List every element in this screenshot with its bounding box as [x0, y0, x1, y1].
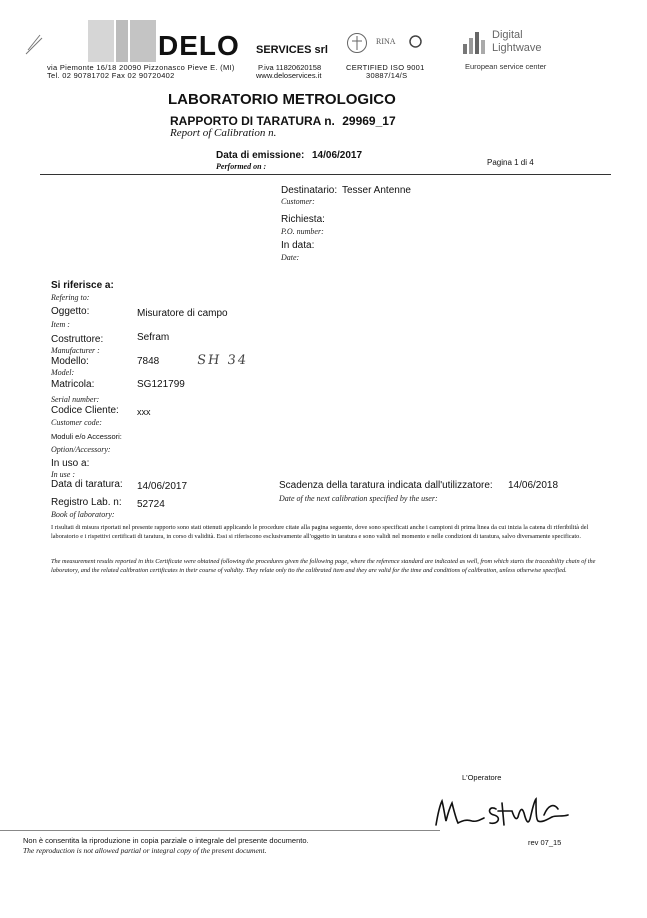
partner-name-line-1: Digital: [492, 29, 523, 41]
issue-date-label-en: Performed on :: [216, 162, 267, 171]
logo-bar: [88, 20, 114, 62]
company-name: DELO: [158, 30, 240, 61]
partner-name-line-2: Lightwave: [492, 42, 542, 54]
accessories-label-en: Option/Accessory:: [51, 445, 111, 454]
divider-bottom: [0, 830, 440, 831]
operator-signature: [432, 791, 582, 835]
due-date-label-en: Date of the next calibration specified by the user:: [279, 494, 438, 503]
reproduction-notice: Non è consentita la riproduzione in copia parziale o integrale del presente documento.: [23, 836, 309, 845]
request-label-en: P.O. number:: [281, 227, 324, 236]
reproduction-notice-en: The reproduction is not allowed partial or integral copy of the present document.: [23, 846, 267, 855]
lab-title: LABORATORIO METROLOGICO: [168, 91, 396, 108]
calibration-date-value: 14/06/2017: [137, 481, 188, 492]
customer-label-en: Customer:: [281, 197, 315, 206]
report-title: [170, 114, 396, 128]
company-suffix: SERVICES srl: [256, 44, 328, 56]
revision: rev 07_15: [528, 838, 562, 847]
client-code-label: Codice Cliente:: [51, 405, 119, 416]
note-italian: I risultati di misura riportati nel presente rapporto sono stati ottenuti applicando le procedure citate alla pagina seguente, dove sono specificati anche i campioni di prima linea da cui inizia la catena di riferibilità del laboratorio e i rispettivi certificati di taratura, in corso di validità. Essi si riferiscono esclusivamente all'oggetto in taratura e sono validi nel momento e nelle condizioni di taratura, salvo diversamente specificato.: [51, 524, 589, 541]
customer-value: Tesser Antenne: [342, 185, 411, 196]
request-label: Richiesta:: [281, 214, 325, 225]
rina-mark-icon: [409, 35, 422, 48]
rina-label: RINA: [376, 37, 396, 46]
digital-lightwave-logo-icon: [463, 32, 489, 54]
certification-line-1: CERTIFIED ISO 9001: [346, 63, 425, 72]
calibration-date-label: Data di taratura:: [51, 479, 123, 490]
issue-date-label: Data di emissione:: [216, 150, 305, 161]
object-label: Oggetto:: [51, 306, 90, 317]
model-label: Modello:: [51, 356, 89, 367]
accessories-label: Moduli e/o Accessori:: [51, 432, 122, 441]
due-date-label: Scadenza della taratura indicata dall'utilizzatore:: [279, 480, 493, 491]
staple-mark-icon: [24, 32, 46, 56]
maker-label: Costruttore:: [51, 334, 104, 345]
address-line-2: Tel. 02 90781702 Fax 02 90720402: [47, 71, 175, 80]
vat-number: P.iva 11820620158: [258, 63, 322, 72]
rina-seal-icon: [346, 32, 368, 54]
refers-label-en: Refering to:: [51, 293, 90, 302]
refers-label: Si riferisce a:: [51, 280, 114, 291]
report-label: RAPPORTO DI TARATURA n.: [170, 114, 335, 128]
serial-label: Matricola:: [51, 379, 95, 390]
report-number: 29969_17: [342, 114, 396, 128]
customer-label: Destinatario:: [281, 185, 338, 196]
model-label-en: Model:: [51, 368, 75, 377]
in-use-label: In uso a:: [51, 458, 90, 469]
request-date-label: In data:: [281, 240, 315, 251]
register-label: Registro Lab. n:: [51, 497, 122, 508]
request-date-label-en: Date:: [281, 253, 300, 262]
note-english: The measurement results reported in this Certificate were obtained following the procedures given the following page, where the reference standard are indicated as well, from which starts the traceability chain of the laboratory, and the related calibration certificates in their course of validity. They relate only tto the calibrated item and they are valid for the time and conditions of calibration, unless otherwise specified.: [51, 558, 596, 575]
maker-label-en: Manufacturer :: [51, 346, 100, 355]
website: www.deloservices.it: [256, 71, 322, 80]
model-value: 7848: [137, 356, 160, 367]
serial-label-en: Serial number:: [51, 395, 100, 404]
client-code-value: xxx: [137, 407, 151, 417]
partner-caption: European service center: [465, 62, 547, 71]
register-value: 52724: [137, 499, 165, 510]
operator-label: L'Operatore: [462, 773, 502, 782]
object-label-en: Item :: [51, 320, 70, 329]
issue-date-value: 14/06/2017: [312, 150, 363, 161]
certification-line-2: 30887/14/S: [366, 71, 408, 80]
client-code-label-en: Customer code:: [51, 418, 102, 427]
register-label-en: Book of laboratory:: [51, 510, 115, 519]
logo-bar: [116, 20, 128, 62]
in-use-label-en: In use :: [51, 470, 75, 479]
divider-top: [40, 174, 611, 175]
object-value: Misuratore di campo: [137, 308, 228, 319]
maker-value: Sefram: [137, 332, 170, 343]
address-line-1: via Piemonte 16/18 20090 Pizzonasco Pieve E. (MI): [47, 63, 235, 72]
serial-value: SG121799: [137, 379, 185, 390]
report-title-en: Report of Calibration n.: [170, 127, 277, 139]
logo-bar: [130, 20, 156, 62]
due-date-value: 14/06/2018: [508, 480, 559, 491]
model-handwritten: SH 34: [195, 353, 249, 368]
page-number: Pagina 1 di 4: [487, 158, 534, 167]
